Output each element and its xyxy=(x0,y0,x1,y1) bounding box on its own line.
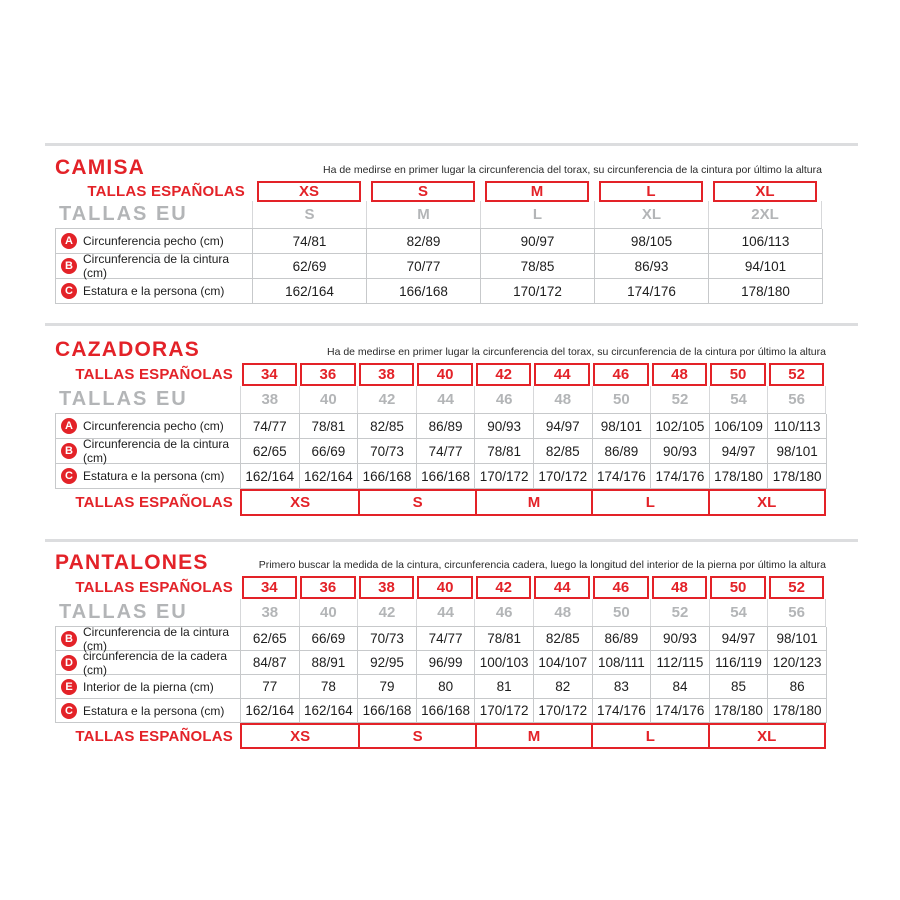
section-title: CAZADORAS xyxy=(55,338,200,361)
spanish-sizes-row xyxy=(55,363,826,386)
measure-value-cell: 62/65 xyxy=(241,627,300,651)
eu-sizes-label: TALLAS EU xyxy=(59,203,188,225)
section-camisa xyxy=(55,158,900,304)
spanish-size-value: 40 xyxy=(417,576,473,599)
spanish-size-cell xyxy=(357,576,416,599)
measure-value-cell: 174/176 xyxy=(595,279,709,304)
measure-value-cell: 84 xyxy=(651,675,710,699)
measure-value-cell: 96/99 xyxy=(417,651,476,675)
measure-value-cell: 98/101 xyxy=(593,414,652,439)
measure-label-text: Estatura e la persona (cm) xyxy=(83,284,225,298)
measure-value-cell: 166/168 xyxy=(367,279,481,304)
measure-value-cell: 86 xyxy=(768,675,827,699)
measure-value-cell: 98/105 xyxy=(595,229,709,254)
eu-size-value: 42 xyxy=(357,599,416,626)
spanish-size-cell xyxy=(240,576,299,599)
measure-row-label xyxy=(56,675,241,699)
measure-value-cell: 162/164 xyxy=(241,464,300,489)
eu-size-value: 46 xyxy=(474,599,533,626)
spanish-size-cell xyxy=(366,181,480,202)
measurements-table xyxy=(55,626,826,723)
measure-value-cell: 78/81 xyxy=(300,414,359,439)
measure-value-cell: 82/85 xyxy=(534,627,593,651)
measure-value-cell: 62/69 xyxy=(253,254,367,279)
separator xyxy=(45,539,858,542)
spanish-size-cell xyxy=(592,576,651,599)
spanish-size-cell xyxy=(650,363,709,386)
size-group-value: XS xyxy=(290,494,311,511)
measurement-note: Ha de medirse en primer lugar la circunferencia del torax, su circunferencia de la cintura por último la altura xyxy=(327,346,826,358)
spanish-size-cell xyxy=(594,181,708,202)
spanish-size-cell xyxy=(650,576,709,599)
eu-size-value: 50 xyxy=(592,599,651,626)
spanish-size-value: 52 xyxy=(769,576,825,599)
spanish-size-cell xyxy=(474,576,533,599)
measure-value-cell: 102/105 xyxy=(651,414,710,439)
measure-label-text: Circunferencia pecho (cm) xyxy=(83,234,224,248)
size-groups-strip xyxy=(240,489,826,516)
letter-badge-b: B xyxy=(61,258,77,274)
measure-value-cell: 170/172 xyxy=(475,699,534,723)
eu-sizes-row xyxy=(55,386,826,413)
spanish-size-cell xyxy=(416,363,475,386)
spanish-size-value: 44 xyxy=(534,363,590,386)
measure-value-cell: 120/123 xyxy=(768,651,827,675)
eu-size-value: 48 xyxy=(533,599,592,626)
measure-value-cell: 174/176 xyxy=(593,699,652,723)
spanish-size-cell xyxy=(416,576,475,599)
eu-size-value: 54 xyxy=(709,386,768,413)
measure-value-cell: 112/115 xyxy=(651,651,710,675)
spanish-size-value: 38 xyxy=(359,576,415,599)
eu-size-value: 56 xyxy=(767,386,826,413)
measure-row-label xyxy=(56,439,241,464)
measure-label-text: Estatura e la persona (cm) xyxy=(83,469,225,483)
measure-value-cell: 62/65 xyxy=(241,439,300,464)
measure-value-cell: 170/172 xyxy=(475,464,534,489)
measure-value-cell: 74/81 xyxy=(253,229,367,254)
spanish-sizes-label: TALLAS ESPAÑOLAS xyxy=(75,727,233,745)
letter-badge-d: D xyxy=(61,655,77,671)
eu-size-value: L xyxy=(480,201,594,228)
separator xyxy=(45,323,858,326)
size-group-value: M xyxy=(475,491,591,514)
measure-value-cell: 85 xyxy=(710,675,769,699)
section-pantalones xyxy=(55,553,900,749)
measure-value-cell: 79 xyxy=(358,675,417,699)
separator xyxy=(45,143,858,146)
measurements-table xyxy=(55,413,826,489)
size-groups-row xyxy=(55,489,826,516)
measure-value-cell: 70/73 xyxy=(358,627,417,651)
measure-value-cell: 106/113 xyxy=(709,229,823,254)
eu-size-value: 38 xyxy=(240,599,299,626)
eu-sizes-label: TALLAS EU xyxy=(59,601,188,623)
measure-value-cell: 74/77 xyxy=(417,627,476,651)
size-group-value: XL xyxy=(708,725,824,747)
spanish-size-value: 48 xyxy=(652,576,708,599)
letter-badge-c: C xyxy=(61,468,77,484)
spanish-sizes-label: TALLAS ESPAÑOLAS xyxy=(87,183,245,200)
measure-row-label xyxy=(56,624,241,653)
size-group-value: XL xyxy=(708,491,824,514)
spanish-sizes-label: TALLAS ESPAÑOLAS xyxy=(75,366,233,383)
eu-size-value: 44 xyxy=(416,386,475,413)
measure-value-cell: 178/180 xyxy=(709,279,823,304)
spanish-size-value: 34 xyxy=(242,363,298,386)
measure-row-label xyxy=(56,699,241,723)
measure-value-cell: 94/97 xyxy=(710,627,769,651)
eu-size-value: 42 xyxy=(357,386,416,413)
measure-row-label xyxy=(56,229,253,254)
size-group-value: L xyxy=(591,725,707,747)
measure-value-cell: 94/97 xyxy=(534,414,593,439)
measure-value-cell: 82 xyxy=(534,675,593,699)
measure-label-text: Interior de la pierna (cm) xyxy=(83,679,214,694)
eu-size-value: 52 xyxy=(650,599,709,626)
spanish-sizes-label: TALLAS ESPAÑOLAS xyxy=(75,494,233,511)
eu-size-value: 50 xyxy=(592,386,651,413)
measure-row-label xyxy=(56,254,253,279)
measure-value-cell: 78/81 xyxy=(475,627,534,651)
size-group-value: M xyxy=(475,725,591,747)
spanish-sizes-label: TALLAS ESPAÑOLAS xyxy=(75,579,233,596)
measure-value-cell: 88/91 xyxy=(300,651,359,675)
eu-sizes-row xyxy=(55,201,822,228)
section-header xyxy=(55,553,826,573)
measure-value-cell: 74/77 xyxy=(417,439,476,464)
letter-badge-c: C xyxy=(61,703,77,719)
spanish-size-value: 36 xyxy=(300,363,356,386)
measure-value-cell: 81 xyxy=(475,675,534,699)
measure-value-cell: 178/180 xyxy=(710,699,769,723)
spanish-size-cell xyxy=(240,363,299,386)
measure-value-cell: 94/101 xyxy=(709,254,823,279)
size-group-value: XS xyxy=(290,727,311,745)
measure-value-cell: 178/180 xyxy=(710,464,769,489)
measure-value-cell: 78 xyxy=(300,675,359,699)
eu-size-value: 52 xyxy=(650,386,709,413)
measure-label-text: Circunferencia de la cintura (cm) xyxy=(83,252,230,280)
measure-value-cell: 170/172 xyxy=(534,699,593,723)
section-header xyxy=(55,340,826,360)
measure-value-cell: 162/164 xyxy=(253,279,367,304)
measure-value-cell: 74/77 xyxy=(241,414,300,439)
eu-size-value: 56 xyxy=(767,599,826,626)
measure-value-cell: 106/109 xyxy=(710,414,769,439)
measure-value-cell: 82/85 xyxy=(534,439,593,464)
measurement-note: Ha de medirse en primer lugar la circunferencia del torax, su circunferencia de la cintura por último la altura xyxy=(323,164,822,176)
eu-size-value: 40 xyxy=(299,599,358,626)
spanish-size-value: XS xyxy=(257,181,361,202)
measure-value-cell: 116/119 xyxy=(710,651,769,675)
spanish-size-value: 36 xyxy=(300,576,356,599)
spanish-size-cell xyxy=(533,363,592,386)
measure-value-cell: 90/97 xyxy=(481,229,595,254)
letter-badge-e: E xyxy=(61,679,77,695)
measure-value-cell: 92/95 xyxy=(358,651,417,675)
measure-value-cell: 166/168 xyxy=(358,464,417,489)
measure-value-cell: 110/113 xyxy=(768,414,827,439)
measure-value-cell: 166/168 xyxy=(417,699,476,723)
measure-value-cell: 70/77 xyxy=(367,254,481,279)
size-groups-row xyxy=(55,723,826,749)
measure-value-cell: 174/176 xyxy=(651,699,710,723)
measure-value-cell: 162/164 xyxy=(300,699,359,723)
spanish-size-cell xyxy=(709,576,768,599)
spanish-sizes-row xyxy=(55,576,826,599)
measure-value-cell: 78/81 xyxy=(475,439,534,464)
spanish-size-value: 46 xyxy=(593,363,649,386)
measure-value-cell: 178/180 xyxy=(768,464,827,489)
spanish-size-value: 50 xyxy=(710,363,766,386)
letter-badge-c: C xyxy=(61,283,77,299)
spanish-size-cell xyxy=(709,363,768,386)
measure-value-cell: 178/180 xyxy=(768,699,827,723)
measure-row-label xyxy=(56,648,241,677)
spanish-size-value: 50 xyxy=(710,576,766,599)
measure-value-cell: 80 xyxy=(417,675,476,699)
measure-value-cell: 90/93 xyxy=(475,414,534,439)
measure-value-cell: 162/164 xyxy=(300,464,359,489)
spanish-size-value: 46 xyxy=(593,576,649,599)
size-group-value: L xyxy=(591,491,707,514)
measure-value-cell: 108/111 xyxy=(593,651,652,675)
measure-value-cell: 70/73 xyxy=(358,439,417,464)
measure-row-label xyxy=(56,464,241,489)
measure-value-cell: 86/89 xyxy=(593,627,652,651)
measure-value-cell: 83 xyxy=(593,675,652,699)
letter-badge-b: B xyxy=(61,443,77,459)
measure-label-text: Circunferencia pecho (cm) xyxy=(83,419,224,433)
measure-value-cell: 98/101 xyxy=(768,439,827,464)
measure-value-cell: 78/85 xyxy=(481,254,595,279)
measurement-note: Primero buscar la medida de la cintura, circunferencia cadera, luego la longitud del interior de la pierna por último la altura xyxy=(258,559,826,571)
measure-label-text: circunferencia de la cadera (cm) xyxy=(83,648,228,677)
spanish-size-cell xyxy=(480,181,594,202)
spanish-size-cell xyxy=(767,576,826,599)
eu-size-value: 2XL xyxy=(708,201,822,228)
spanish-size-value: 42 xyxy=(476,363,532,386)
measure-value-cell: 170/172 xyxy=(481,279,595,304)
measure-value-cell: 90/93 xyxy=(651,439,710,464)
spanish-size-value: 38 xyxy=(359,363,415,386)
eu-sizes-row xyxy=(55,599,826,626)
measure-value-cell: 170/172 xyxy=(534,464,593,489)
spanish-size-value: 48 xyxy=(652,363,708,386)
measure-value-cell: 100/103 xyxy=(475,651,534,675)
measure-value-cell: 174/176 xyxy=(651,464,710,489)
measure-value-cell: 66/69 xyxy=(300,439,359,464)
spanish-size-value: 42 xyxy=(476,576,532,599)
spanish-size-cell xyxy=(299,363,358,386)
size-group-value: S xyxy=(358,491,474,514)
measure-label-text: Estatura e la persona (cm) xyxy=(83,703,225,718)
section-title: PANTALONES xyxy=(55,551,209,574)
eu-size-value: 44 xyxy=(416,599,475,626)
spanish-size-cell xyxy=(767,363,826,386)
eu-size-value: 38 xyxy=(240,386,299,413)
letter-badge-a: A xyxy=(61,233,77,249)
spanish-size-value: 44 xyxy=(534,576,590,599)
measure-label-text: Circunferencia de la cintura (cm) xyxy=(83,437,230,465)
size-groups-strip xyxy=(240,723,826,749)
eu-size-value: 48 xyxy=(533,386,592,413)
measure-value-cell: 66/69 xyxy=(300,627,359,651)
measure-value-cell: 104/107 xyxy=(534,651,593,675)
measurements-table xyxy=(55,228,822,304)
measure-value-cell: 98/101 xyxy=(768,627,827,651)
measure-value-cell: 166/168 xyxy=(358,699,417,723)
measure-value-cell: 82/89 xyxy=(367,229,481,254)
spanish-size-cell xyxy=(474,363,533,386)
eu-size-value: 54 xyxy=(709,599,768,626)
spanish-size-value: XL xyxy=(713,181,817,202)
eu-sizes-label: TALLAS EU xyxy=(59,388,188,410)
spanish-size-value: 40 xyxy=(417,363,473,386)
measure-value-cell: 174/176 xyxy=(593,464,652,489)
measure-value-cell: 82/85 xyxy=(358,414,417,439)
section-title: CAMISA xyxy=(55,156,146,179)
spanish-size-cell xyxy=(533,576,592,599)
section-header xyxy=(55,158,822,178)
eu-size-value: 46 xyxy=(474,386,533,413)
spanish-size-value: 34 xyxy=(242,576,298,599)
spanish-sizes-row xyxy=(55,181,822,201)
measure-label-text: Circunferencia de la cintura (cm) xyxy=(83,624,230,653)
measure-value-cell: 86/89 xyxy=(593,439,652,464)
spanish-size-value: 52 xyxy=(769,363,825,386)
eu-size-value: XL xyxy=(594,201,708,228)
measure-value-cell: 77 xyxy=(241,675,300,699)
measure-row-label xyxy=(56,279,253,304)
eu-size-value: 40 xyxy=(299,386,358,413)
size-group-value: S xyxy=(358,725,474,747)
measure-value-cell: 84/87 xyxy=(241,651,300,675)
spanish-size-value: M xyxy=(485,181,589,202)
spanish-size-value: S xyxy=(371,181,475,202)
spanish-size-value: L xyxy=(599,181,703,202)
letter-badge-a: A xyxy=(61,418,77,434)
spanish-size-cell xyxy=(299,576,358,599)
measure-row-label xyxy=(56,414,241,439)
measure-value-cell: 166/168 xyxy=(417,464,476,489)
measure-value-cell: 86/89 xyxy=(417,414,476,439)
measure-value-cell: 86/93 xyxy=(595,254,709,279)
spanish-size-cell xyxy=(708,181,822,202)
measure-value-cell: 162/164 xyxy=(241,699,300,723)
letter-badge-b: B xyxy=(61,631,77,647)
section-cazadoras xyxy=(55,340,900,516)
measure-value-cell: 90/93 xyxy=(651,627,710,651)
spanish-size-cell xyxy=(357,363,416,386)
measure-value-cell: 94/97 xyxy=(710,439,769,464)
spanish-size-cell xyxy=(252,181,366,202)
eu-size-value: M xyxy=(366,201,480,228)
eu-size-value: S xyxy=(252,201,366,228)
spanish-size-cell xyxy=(592,363,651,386)
